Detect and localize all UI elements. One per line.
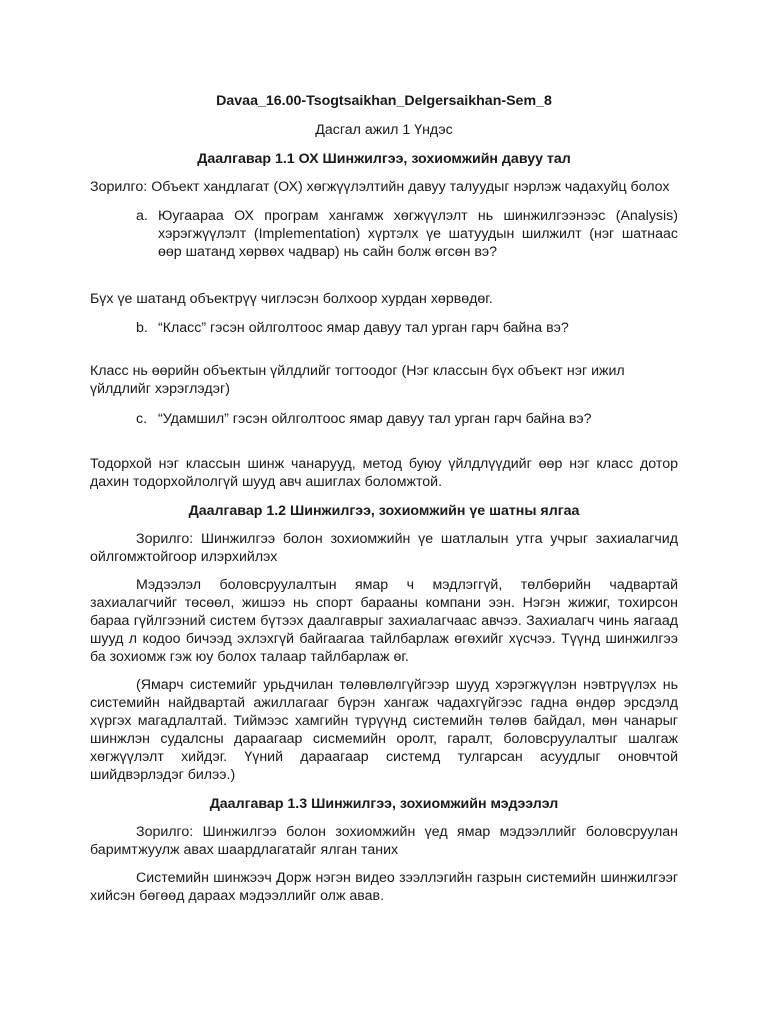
- task2-goal: Зорилго: Шинжилгээ болон зохиомжийн үе шатлалын утга учрыг захиалагчид ойлгомжтойгоор илэрхийлэх: [90, 531, 678, 565]
- task2-description: Мэдээлэл боловсруулалтын ямар ч мэдлэггүй, төлбөрийн чадвартай захиалагчийг төсөөл, жишээ нь спорт барааны компани ээн. Нэгэн жижиг, тохирсон бараа гүйлгээний систем бүтээх даалгаврыг захиалагчаас авчээ. Захиалагч чинь яагаад шууд л кодоо бичээд эхлэхгүй байгаагаа тайлбарлаж өгөхийг хүсчээ. Түүнд шинжилгээ ба зохиомж гэж юу болох талаар тайлбарлаж өг.: [90, 577, 678, 665]
- task1-question-a: [90, 207, 678, 261]
- document-title: Davaa_16.00-Tsogtsaikhan_Delgersaikhan-Sem_8: [216, 93, 552, 109]
- question-text: “Класс” гэсэн ойлголтоос ямар давуу тал урган гарч байна вэ?: [158, 320, 569, 336]
- document-body: [90, 92, 678, 905]
- list-label: c.: [136, 411, 148, 427]
- task1-answer-c: Тодорхой нэг классын шинж чанарууд, метод буюу үйлдлүүдийг өөр нэг класс дотор дахин тодорхойлолгүй шууд авч ашиглах боломжтой.: [90, 456, 678, 490]
- task1-heading: Даалгавар 1.1 ОХ Шинжилгээ, зохиомжийн давуу тал: [197, 151, 571, 167]
- document-subtitle: Дасгал ажил 1 Үндэс: [315, 122, 453, 138]
- task1-goal: Зорилго: Объект хандлагат (ОХ) хөгжүүлэлтийн давуу талуудыг нэрлэж чадахуйц болох: [90, 179, 670, 195]
- task1-answer-b: Класс нь өөрийн объектын үйлдлийг тогтоодог (Нэг классын бүх объект нэг ижил үйлдлийг хэрэглэдэг): [90, 363, 625, 397]
- task3-description: Системийн шинжээч Дорж нэгэн видео зээллэгийн газрын системийн шинжилгээг хийсэн бөгөөд дараах мэдээллийг олж авав.: [90, 870, 678, 904]
- task3-heading: Даалгавар 1.3 Шинжилгээ, зохиомжийн мэдээлэл: [209, 796, 559, 812]
- task2-answer: (Ямарч системийг урьдчилан төлөвлөлгүйгээр шууд хэрэгжүүлэн нэвтрүүлэх нь системийн найдвартай ажиллагааг бүрэн хангаж чадахгүйгээс гадна өндөр эрсдэлд хүргэх магадлалтай. Тиймээс хамгийн түрүүнд системийн төлөв байдал, мөн чанарыг шинжлэн судалсны дараагаар сисмемийн оролт, гаралт, боловсруулалтыг шалгаж хөгжүүлэлт хийдэг. Үүний дараагаар системд тулгарсан асуудлыг оновчтой шийдвэрлэдэг билээ.): [90, 677, 678, 783]
- task2-heading: Даалгавар 1.2 Шинжилгээ, зохиомжийн үе шатны ялгаа: [188, 503, 580, 519]
- task1-question-c: [90, 410, 678, 428]
- task1-answer-a: Бүх үе шатанд объектрүү чиглэсэн болхоор хурдан хөрвөдөг.: [90, 291, 493, 307]
- question-text: Юугаараа ОХ програм хангамж хөгжүүлэлт нь шинжилгээнээс (Analysis) хэрэгжүүлэлт (Implementation) хүртэлх үе шатуудын шилжилт (нэг шатнаас өөр шатанд хөрвөх чадвар) нь сайн болж өгсөн вэ?: [158, 208, 678, 260]
- question-text: “Удамшил” гэсэн ойлголтоос ямар давуу тал урган гарч байна вэ?: [158, 411, 592, 427]
- task1-question-b: [90, 319, 678, 337]
- task3-goal: Зорилго: Шинжилгээ болон зохиомжийн үед ямар мэдээллийг боловсруулан баримтжуулж авах шаардлагатайг ялган таних: [90, 824, 678, 858]
- list-label: a.: [136, 208, 148, 224]
- list-label: b.: [136, 320, 148, 336]
